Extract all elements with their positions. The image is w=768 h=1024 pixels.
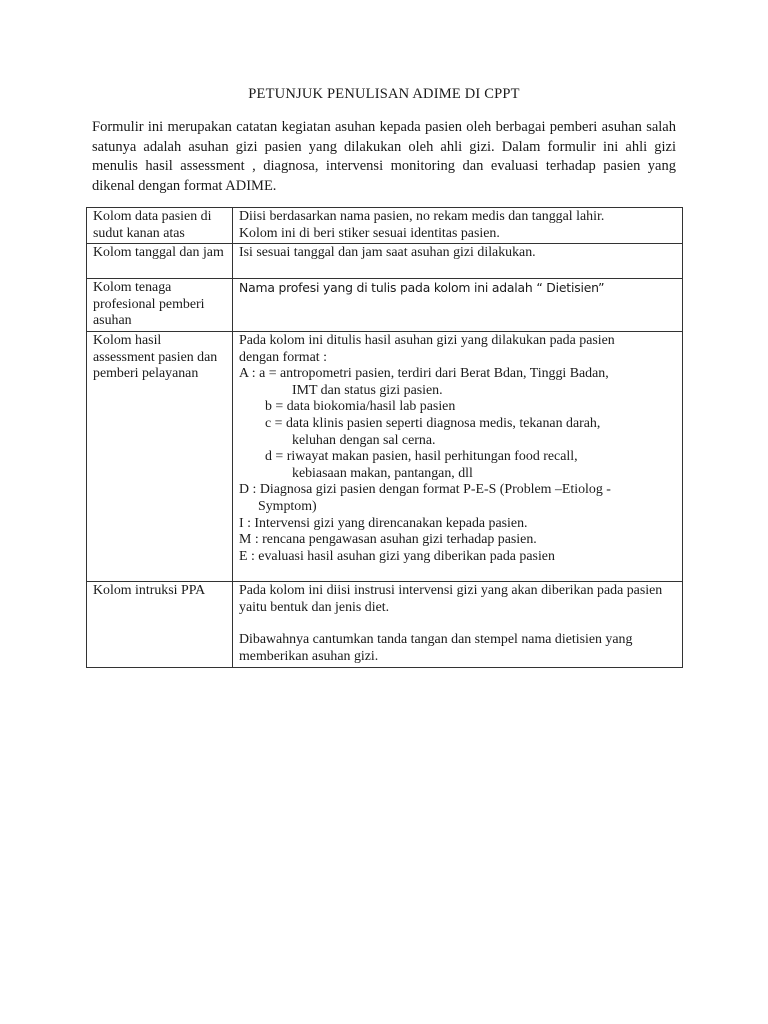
document-title: PETUNJUK PENULISAN ADIME DI CPPT — [248, 86, 520, 102]
description-line: Diisi berdasarkan nama pasien, no rekam medis dan tanggal lahir. — [239, 209, 605, 224]
row-label: Kolom data pasien di sudut kanan atas — [87, 208, 233, 244]
row-description — [233, 208, 683, 244]
row-label: Kolom hasil assessment pasien dan pemberi pelayanan — [87, 331, 233, 581]
description-line: Kolom ini di beri stiker sesuai identitas pasien. — [239, 225, 500, 241]
description-line: E : evaluasi hasil asuhan gizi yang diberikan pada pasien — [239, 548, 555, 564]
intro-paragraph: Formulir ini merupakan catatan kegiatan asuhan kepada pasien oleh berbagai pemberi asuhan salah satunya adalah asuhan gizi pasien yang dilakukan oleh ahli gizi. Dalam formulir ini ahli gizi menulis hasil assessment , diagnosa, intervensi monitoring dan evaluasi terhadap pasien yang dikenal dengan format ADIME. — [92, 119, 676, 194]
description-paragraph: Pada kolom ini diisi instrusi intervensi gizi yang akan diberikan pada pasien yaitu bentuk dan jenis diet. — [239, 582, 663, 615]
table-row — [87, 581, 683, 667]
description-line: Isi sesuai tanggal dan jam saat asuhan gizi dilakukan. — [239, 245, 536, 261]
description-line: Pada kolom ini ditulis hasil asuhan gizi yang dilakukan pada pasien — [239, 332, 615, 348]
description-line: A : a = antropometri pasien, terdiri dari Berat Bdan, Tinggi Badan, — [239, 366, 609, 382]
description-line: I : Intervensi gizi yang direncanakan kepada pasien. — [239, 515, 528, 531]
row-description — [233, 581, 683, 667]
table-row — [87, 208, 683, 244]
description-line: b = data biokomia/hasil lab pasien — [265, 399, 456, 415]
adime-guide-table — [86, 207, 683, 668]
row-description — [233, 279, 683, 332]
row-description — [233, 331, 683, 581]
description-line: Nama profesi yang di tulis pada kolom ini adalah “ Dietisien” — [239, 280, 605, 296]
table-row — [87, 331, 683, 581]
row-description — [233, 244, 683, 279]
description-line: keluhan dengan sal cerna. — [292, 432, 436, 448]
description-line: dengan format : — [239, 349, 327, 365]
description-line: kebiasaan makan, pantangan, dll — [292, 465, 473, 481]
row-label: Kolom tanggal dan jam — [87, 244, 233, 279]
table-row — [87, 244, 683, 279]
table-row — [87, 279, 683, 332]
description-line: d = riwayat makan pasien, hasil perhitungan food recall, — [265, 449, 578, 465]
row-label: Kolom intruksi PPA — [87, 581, 233, 667]
description-line: Symptom) — [258, 498, 317, 514]
description-line: IMT dan status gizi pasien. — [292, 382, 443, 398]
description-line: M : rencana pengawasan asuhan gizi terhadap pasien. — [239, 532, 537, 548]
description-paragraph: Dibawahnya cantumkan tanda tangan dan stempel nama dietisien yang memberikan asuhan gizi. — [239, 632, 633, 664]
description-line: D : Diagnosa gizi pasien dengan format P-E-S (Problem –Etiolog - — [239, 482, 611, 498]
row-label: Kolom tenaga profesional pemberi asuhan — [87, 279, 233, 332]
description-line: c = data klinis pasien seperti diagnosa medis, tekanan darah, — [265, 415, 601, 431]
